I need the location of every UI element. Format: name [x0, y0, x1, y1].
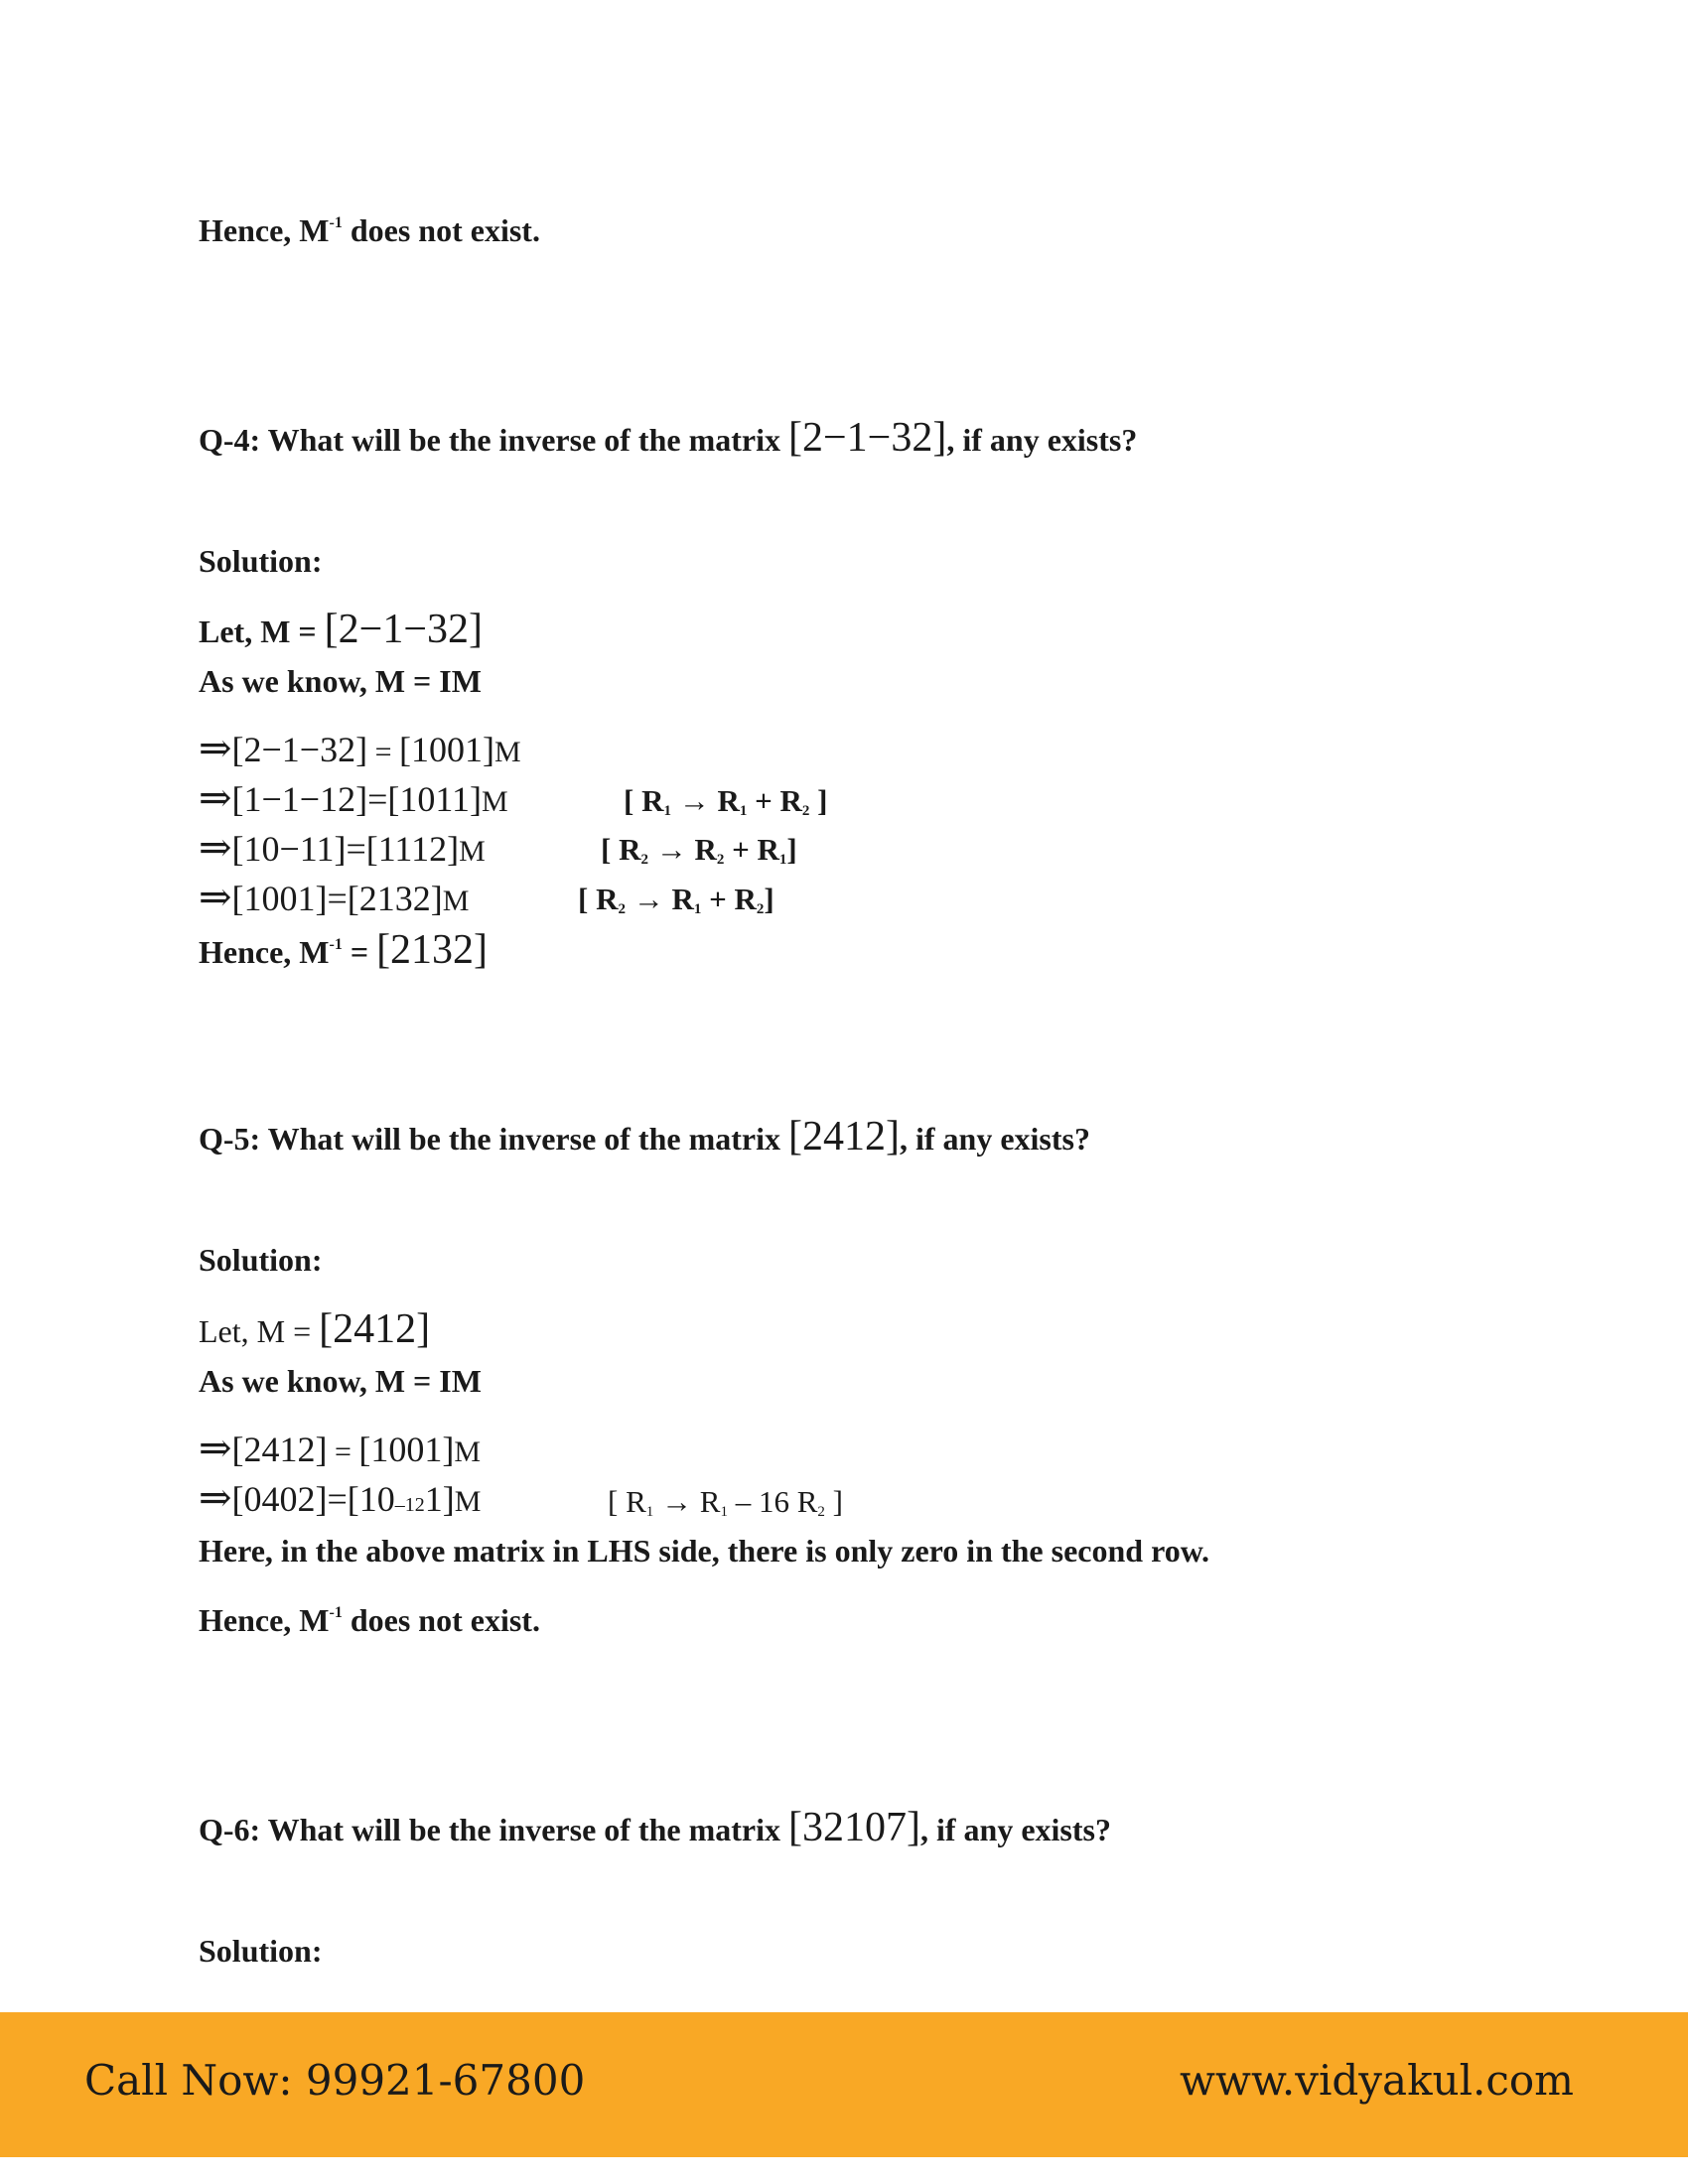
q4-row-op-2: [ $R_2 \to R_2 + R_1$] [601, 832, 797, 868]
q4-answer-matrix: [2132] [376, 927, 489, 973]
q5-question-matrix: [2412] [787, 1114, 900, 1160]
q4-let: Let, M = [2−1−32] [199, 607, 483, 652]
q5-conclusion: Hence, $M^{-1}$ does not exist. [199, 1602, 540, 1638]
footer-phone[interactable]: Call Now: 99921-67800 [84, 2056, 586, 2105]
q4-step-1: ⇒[2−1−32] = [1001]M [199, 726, 521, 770]
footer-website-link[interactable]: www.vidyakul.com [1180, 2056, 1574, 2105]
q4-row-op-1: [ $R_1 \to R_1 + R_2$ ] [624, 783, 828, 819]
q5-step-1: ⇒[2412] = [1001]M [199, 1426, 482, 1470]
implies-icon: ⇒ [199, 1426, 232, 1470]
implies-icon: ⇒ [199, 1475, 232, 1520]
q6-question-matrix: [32107] [787, 1805, 920, 1850]
implies-icon: ⇒ [199, 726, 232, 770]
q4-solution-label: Solution: [199, 543, 323, 579]
q5-solution-label: Solution: [199, 1242, 323, 1278]
q6-question: Q-6: What will be the inverse of the matrix [32107], if any exists? [199, 1805, 1111, 1850]
q5-let: Let, M = [2412] [199, 1306, 431, 1352]
q5-row-op-1: [ $R_1 \to R_1 - 16$ $R_2$ ] [608, 1484, 843, 1520]
q4-as-we-know: As we know, M = IM [199, 663, 482, 699]
q6-solution-label: Solution: [199, 1933, 323, 1969]
q5-observation: Here, in the above matrix in LHS side, there is only zero in the second row. [199, 1533, 1210, 1569]
implies-icon: ⇒ [199, 875, 232, 919]
q4-step-3: ⇒[10−11]=[1112]M [199, 825, 486, 870]
footer-banner [0, 2012, 1688, 2157]
q5-as-we-know: As we know, M = IM [199, 1363, 482, 1399]
q4-let-matrix: [2−1−32] [324, 607, 483, 652]
q4-question-matrix: [2−1−32] [787, 415, 947, 461]
q4-row-op-3: [ $R_2 \to R_1 + R_2$] [578, 882, 774, 917]
implies-icon: ⇒ [199, 825, 232, 870]
q4-question: Q-4: What will be the inverse of the matrix [2−1−32], if any exists? [199, 415, 1138, 461]
prev-conclusion: Hence, $M^{-1}$ does not exist. [199, 212, 540, 248]
q5-step-2: ⇒[0402]=[10–121]M [199, 1475, 482, 1520]
q4-answer: Hence, $M^{-1} = [2132]$ [199, 927, 489, 973]
q4-step-4: ⇒[1001]=[2132]M [199, 875, 470, 919]
q5-let-matrix: [2412] [319, 1306, 431, 1352]
implies-icon: ⇒ [199, 775, 232, 820]
q5-question: Q-5: What will be the inverse of the matrix [2412], if any exists? [199, 1114, 1090, 1160]
q4-step-2: ⇒[1−1−12]=[1011]M [199, 775, 508, 820]
